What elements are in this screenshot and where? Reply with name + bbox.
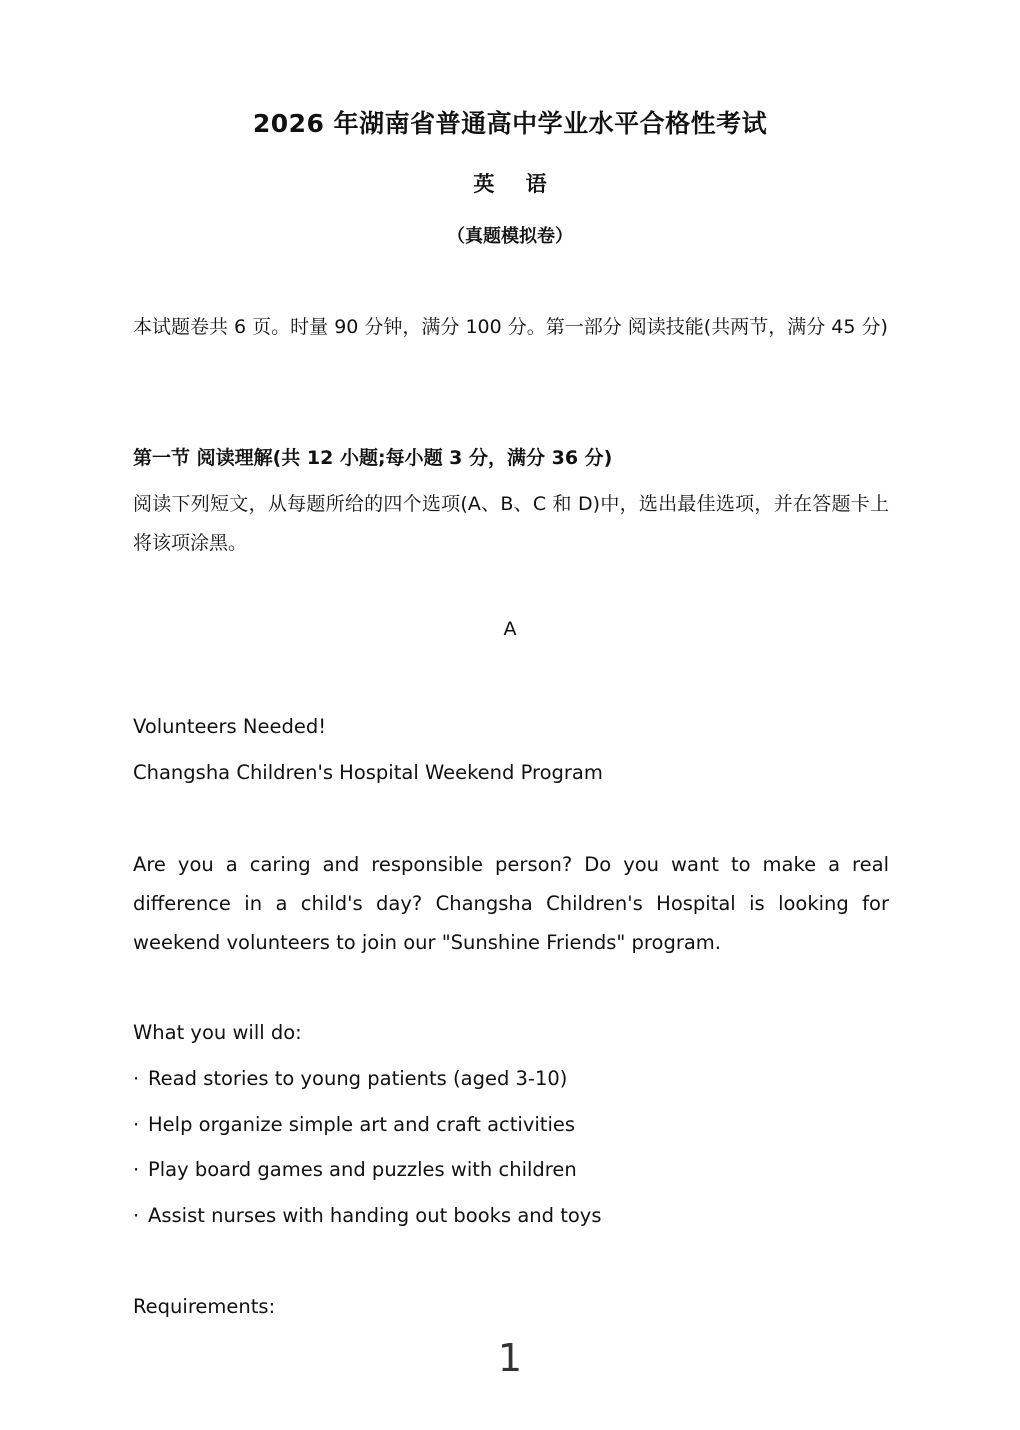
- duty-item: [133, 1113, 575, 1136]
- duty-item: [133, 1067, 567, 1090]
- duties-heading: What you will do:: [133, 1021, 302, 1044]
- exam-subject: 英 语: [473, 172, 559, 196]
- passage-subheadline: Changsha Children's Hospital Weekend Program: [133, 761, 603, 784]
- duty-item: [133, 1158, 577, 1181]
- exam-intro: 本试题卷共 6 页。时量 90 分钟，满分 100 分。第一部分 阅读技能(共两节，满分 45 分): [133, 316, 888, 338]
- duty-text: Read stories to young patients (aged 3-10): [148, 1067, 568, 1090]
- duty-item: [133, 1204, 601, 1227]
- section-heading: 第一节 阅读理解(共 12 小题;每小题 3 分，满分 36 分): [133, 447, 613, 469]
- page-number: 1: [497, 1336, 523, 1380]
- bullet-icon: ·: [133, 1067, 140, 1090]
- duty-text: Play board games and puzzles with children: [148, 1158, 577, 1181]
- bullet-icon: ·: [133, 1204, 140, 1227]
- duty-text: Help organize simple art and craft activities: [148, 1113, 576, 1136]
- bullet-icon: ·: [133, 1113, 140, 1136]
- section-instruction: 阅读下列短文，从每题所给的四个选项(A、B、C 和 D)中，选出最佳选项，并在答题卡上将该项涂黑。: [133, 493, 889, 554]
- passage-headline: Volunteers Needed!: [133, 715, 327, 738]
- bullet-icon: ·: [133, 1158, 140, 1181]
- exam-title: 2026 年湖南省普通高中学业水平合格性考试: [252, 109, 768, 138]
- requirements-heading: Requirements:: [133, 1295, 276, 1318]
- passage-paragraph: Are you a caring and responsible person? Do you want to make a real difference in a child's day? Changsha Children's Hospital is looking for weekend volunteers to join our "Sunshine Friends" program.: [133, 853, 889, 954]
- exam-note: （真题模拟卷）: [447, 226, 573, 247]
- passage-letter: A: [503, 618, 517, 640]
- duty-text: Assist nurses with handing out books and toys: [148, 1204, 602, 1227]
